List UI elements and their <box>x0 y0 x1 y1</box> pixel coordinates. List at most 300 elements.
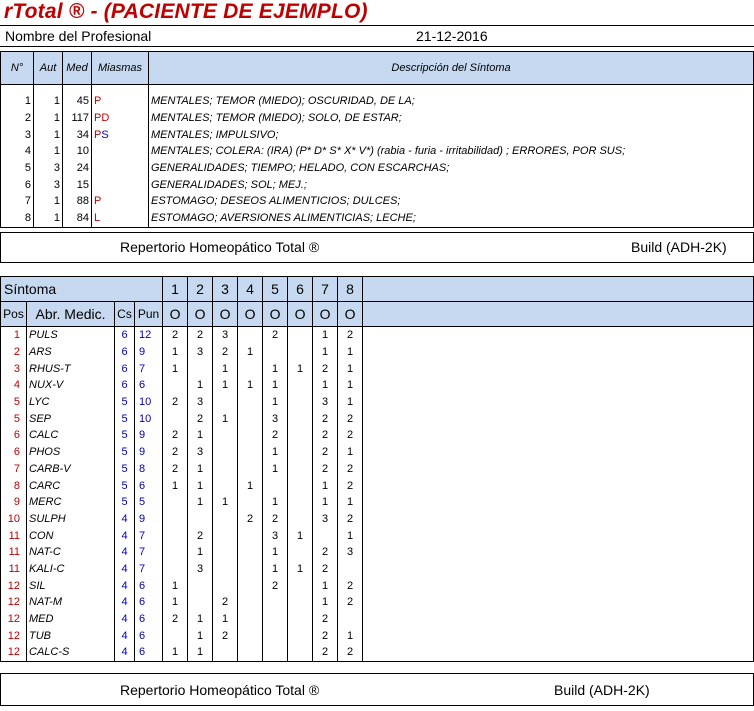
remedy-value-col-1: 2 <box>163 427 188 444</box>
remedy-value-col-6 <box>288 377 313 394</box>
remedy-value-col-8: 1 <box>338 377 363 394</box>
remedy-value-col-8: 1 <box>338 360 363 377</box>
symptom-number: 8 <box>1 210 34 227</box>
remedy-value-col-5: 2 <box>263 511 288 528</box>
remedy-value-col-5 <box>263 594 288 611</box>
remedy-value-col-2: 3 <box>188 394 213 411</box>
remedy-value-col-1: 2 <box>163 394 188 411</box>
symptom-description: ESTOMAGO; AVERSIONES ALIMENTICIAS; LECHE; <box>149 210 754 227</box>
symptom-row <box>1 143 754 160</box>
remedy-value-col-6 <box>288 427 313 444</box>
remedy-value-col-3 <box>213 461 238 478</box>
remedy-value-col-8: 2 <box>338 461 363 478</box>
remedy-pos: 11 <box>1 561 27 578</box>
remedy-value-col-2: 3 <box>188 344 213 361</box>
remedy-value-col-6 <box>288 627 313 644</box>
remedy-value-col-2: 3 <box>188 561 213 578</box>
remedy-value-col-7: 1 <box>313 577 338 594</box>
remedy-abbreviation: CARB-V <box>27 461 115 478</box>
remedy-value-col-1: 1 <box>163 577 188 594</box>
symptom-med: 34 <box>63 126 92 143</box>
remedy-value-col-4 <box>238 577 263 594</box>
remedy-blank <box>363 627 754 644</box>
symptom-col-6: 6 <box>288 277 313 302</box>
remedy-value-col-3 <box>213 577 238 594</box>
remedies-header-row-1 <box>1 277 754 302</box>
remedy-value-col-1: 1 <box>163 644 188 661</box>
remedy-abbreviation: CALC-S <box>27 644 115 661</box>
symptom-number: 3 <box>1 126 34 143</box>
mark-col-4: O <box>238 302 263 327</box>
symptom-miasmas <box>92 193 149 210</box>
remedy-value-col-1 <box>163 494 188 511</box>
remedy-value-col-3 <box>213 477 238 494</box>
remedy-abbreviation: TUB <box>27 627 115 644</box>
remedy-value-col-4 <box>238 611 263 628</box>
remedy-pos: 10 <box>1 511 27 528</box>
remedy-value-col-7: 1 <box>313 477 338 494</box>
symptom-row <box>1 85 754 110</box>
remedy-value-col-3: 3 <box>213 327 238 344</box>
remedy-value-col-5: 2 <box>263 427 288 444</box>
remedy-value-col-5: 1 <box>263 561 288 578</box>
remedy-cs: 4 <box>115 544 135 561</box>
symptom-miasmas <box>92 210 149 227</box>
remedy-pos: 12 <box>1 611 27 628</box>
remedy-cs: 6 <box>115 327 135 344</box>
header-aut: Aut <box>34 52 63 85</box>
remedy-value-col-2 <box>188 577 213 594</box>
remedy-value-col-1: 1 <box>163 594 188 611</box>
remedy-value-col-3: 2 <box>213 594 238 611</box>
remedy-value-col-8: 1 <box>338 394 363 411</box>
remedy-value-col-7: 2 <box>313 644 338 661</box>
remedy-pun: 6 <box>135 594 163 611</box>
remedy-row <box>1 561 754 578</box>
symptom-col-8: 8 <box>338 277 363 302</box>
symptom-description: ESTOMAGO; DESEOS ALIMENTICIOS; DULCES; <box>149 193 754 210</box>
remedy-value-col-8: 1 <box>338 627 363 644</box>
remedy-value-col-1: 2 <box>163 611 188 628</box>
remedy-value-col-7: 1 <box>313 327 338 344</box>
remedy-abbreviation: CALC <box>27 427 115 444</box>
remedy-value-col-6 <box>288 477 313 494</box>
remedy-blank <box>363 527 754 544</box>
symptom-med: 24 <box>63 160 92 177</box>
remedy-value-col-5 <box>263 644 288 661</box>
miasm-blue: S <box>101 128 109 141</box>
remedy-blank <box>363 427 754 444</box>
remedy-value-col-2 <box>188 511 213 528</box>
symptom-number: 7 <box>1 193 34 210</box>
remedy-value-col-6 <box>288 410 313 427</box>
remedy-cs: 5 <box>115 444 135 461</box>
remedy-value-col-8: 2 <box>338 511 363 528</box>
symptom-aut: 1 <box>34 210 63 227</box>
remedy-value-col-6 <box>288 494 313 511</box>
remedy-value-col-3 <box>213 544 238 561</box>
remedy-cs: 4 <box>115 577 135 594</box>
header-med: Med <box>63 52 92 85</box>
remedy-value-col-6 <box>288 611 313 628</box>
remedy-abbreviation: MED <box>27 611 115 628</box>
footer-repertory-label-2: Repertorio Homeopático Total ® <box>120 682 320 698</box>
remedy-row <box>1 544 754 561</box>
remedy-pun: 9 <box>135 344 163 361</box>
remedy-value-col-2: 2 <box>188 327 213 344</box>
remedy-cs: 5 <box>115 427 135 444</box>
remedy-row <box>1 410 754 427</box>
remedy-value-col-4: 2 <box>238 511 263 528</box>
remedy-value-col-6: 1 <box>288 561 313 578</box>
remedy-value-col-5: 2 <box>263 577 288 594</box>
remedy-value-col-2: 2 <box>188 527 213 544</box>
symptom-aut: 1 <box>34 85 63 110</box>
remedy-value-col-2: 1 <box>188 627 213 644</box>
remedy-value-col-6 <box>288 327 313 344</box>
remedy-value-col-2: 1 <box>188 494 213 511</box>
miasm-red: PD <box>94 112 110 125</box>
symptom-med: 10 <box>63 143 92 160</box>
miasm-red: P <box>94 95 102 108</box>
remedy-blank <box>363 611 754 628</box>
remedy-value-col-2: 3 <box>188 444 213 461</box>
header-description: Descripción del Síntoma <box>149 52 754 85</box>
remedy-value-col-1: 2 <box>163 444 188 461</box>
remedy-value-col-5 <box>263 477 288 494</box>
remedy-row <box>1 461 754 478</box>
remedy-value-col-7: 1 <box>313 377 338 394</box>
remedy-value-col-4 <box>238 394 263 411</box>
symptom-col-1: 1 <box>163 277 188 302</box>
remedy-pos: 7 <box>1 461 27 478</box>
remedy-cs: 6 <box>115 344 135 361</box>
symptom-miasmas <box>92 126 149 143</box>
remedy-value-col-8: 2 <box>338 477 363 494</box>
remedy-row <box>1 611 754 628</box>
remedy-row <box>1 360 754 377</box>
remedy-cs: 5 <box>115 410 135 427</box>
remedy-value-col-5: 1 <box>263 444 288 461</box>
remedy-blank <box>363 360 754 377</box>
remedy-cs: 5 <box>115 394 135 411</box>
symptom-number: 2 <box>1 110 34 127</box>
remedy-value-col-1 <box>163 377 188 394</box>
remedy-abbreviation: ARS <box>27 344 115 361</box>
symptom-description: MENTALES; TEMOR (MIEDO); SOLO, DE ESTAR; <box>149 110 754 127</box>
header-miasmas: Miasmas <box>92 52 149 85</box>
remedy-value-col-4: 1 <box>238 377 263 394</box>
remedy-value-col-7: 2 <box>313 611 338 628</box>
remedy-row <box>1 511 754 528</box>
remedy-value-col-4 <box>238 594 263 611</box>
remedy-pos: 5 <box>1 410 27 427</box>
remedy-pos: 4 <box>1 377 27 394</box>
symptom-col-5: 5 <box>263 277 288 302</box>
symptom-miasmas <box>92 160 149 177</box>
remedy-value-col-4 <box>238 561 263 578</box>
remedy-value-col-3 <box>213 444 238 461</box>
remedy-abbreviation: SIL <box>27 577 115 594</box>
remedy-value-col-2: 1 <box>188 377 213 394</box>
remedy-pos: 11 <box>1 544 27 561</box>
remedy-value-col-7 <box>313 527 338 544</box>
symptom-row <box>1 193 754 210</box>
symptom-miasmas <box>92 85 149 110</box>
remedy-value-col-6 <box>288 344 313 361</box>
remedy-row <box>1 527 754 544</box>
remedy-value-col-5 <box>263 611 288 628</box>
symptom-description: MENTALES; TEMOR (MIEDO); OSCURIDAD, DE LA; <box>149 85 754 110</box>
remedy-blank <box>363 494 754 511</box>
remedy-value-col-6: 1 <box>288 527 313 544</box>
remedy-value-col-1 <box>163 527 188 544</box>
remedy-value-col-6 <box>288 577 313 594</box>
remedy-pos: 12 <box>1 644 27 661</box>
remedy-abbreviation: PULS <box>27 327 115 344</box>
remedy-pos: 12 <box>1 577 27 594</box>
remedy-row <box>1 427 754 444</box>
remedy-value-col-2: 1 <box>188 427 213 444</box>
symptom-col-3: 3 <box>213 277 238 302</box>
remedy-value-col-4: 1 <box>238 344 263 361</box>
remedy-value-col-1: 1 <box>163 360 188 377</box>
remedy-value-col-5: 1 <box>263 461 288 478</box>
remedy-pun: 6 <box>135 627 163 644</box>
remedy-value-col-7: 3 <box>313 511 338 528</box>
header-pun: Pun <box>135 302 163 327</box>
remedy-pos: 8 <box>1 477 27 494</box>
remedy-pun: 10 <box>135 394 163 411</box>
remedy-value-col-4 <box>238 494 263 511</box>
remedy-abbreviation: MERC <box>27 494 115 511</box>
symptom-aut: 1 <box>34 143 63 160</box>
remedy-value-col-7: 1 <box>313 344 338 361</box>
remedy-row <box>1 594 754 611</box>
header-n: N° <box>1 52 34 85</box>
remedies-header-row-2 <box>1 302 754 327</box>
remedy-value-col-8: 1 <box>338 444 363 461</box>
remedy-cs: 4 <box>115 611 135 628</box>
remedy-value-col-6 <box>288 444 313 461</box>
symptom-aut: 3 <box>34 176 63 193</box>
remedy-abbreviation: CON <box>27 527 115 544</box>
remedy-value-col-7: 2 <box>313 360 338 377</box>
remedy-blank <box>363 594 754 611</box>
remedy-row <box>1 644 754 661</box>
remedy-value-col-5: 1 <box>263 494 288 511</box>
remedy-value-col-5: 1 <box>263 544 288 561</box>
symptom-number: 6 <box>1 176 34 193</box>
remedy-pun: 6 <box>135 577 163 594</box>
mark-col-5: O <box>263 302 288 327</box>
remedy-value-col-4 <box>238 644 263 661</box>
remedy-pos: 9 <box>1 494 27 511</box>
remedy-row <box>1 327 754 344</box>
symptom-med: 45 <box>63 85 92 110</box>
remedy-value-col-2: 1 <box>188 461 213 478</box>
remedy-value-col-5: 3 <box>263 410 288 427</box>
remedy-pos: 11 <box>1 527 27 544</box>
remedy-row <box>1 377 754 394</box>
remedy-pos: 6 <box>1 427 27 444</box>
remedy-value-col-3: 1 <box>213 611 238 628</box>
header-blank <box>363 277 754 302</box>
remedy-pun: 7 <box>135 544 163 561</box>
remedy-blank <box>363 461 754 478</box>
remedy-value-col-3 <box>213 644 238 661</box>
report-subheader <box>0 25 754 47</box>
remedy-pos: 2 <box>1 344 27 361</box>
remedy-value-col-1: 1 <box>163 344 188 361</box>
remedy-pun: 7 <box>135 561 163 578</box>
header-sintoma: Síntoma <box>1 277 163 302</box>
remedy-abbreviation: RHUS-T <box>27 360 115 377</box>
symptoms-header-row <box>1 52 754 85</box>
symptoms-table <box>0 51 754 228</box>
remedy-pos: 12 <box>1 594 27 611</box>
footer-build-label-2: Build (ADH-2K) <box>554 682 650 698</box>
symptom-description: MENTALES; COLERA: (IRA) (P* D* S* X* V*) (rabia - furia - irritabilidad) ; ERRORES, POR SUS; <box>149 143 754 160</box>
remedy-cs: 4 <box>115 594 135 611</box>
remedy-value-col-1 <box>163 410 188 427</box>
remedy-value-col-1: 2 <box>163 461 188 478</box>
remedy-cs: 4 <box>115 627 135 644</box>
remedy-abbreviation: PHOS <box>27 444 115 461</box>
remedy-pos: 5 <box>1 394 27 411</box>
remedy-pos: 12 <box>1 627 27 644</box>
remedy-row <box>1 577 754 594</box>
remedies-table <box>0 276 754 662</box>
remedy-cs: 5 <box>115 461 135 478</box>
remedy-value-col-3: 1 <box>213 360 238 377</box>
remedy-pun: 6 <box>135 377 163 394</box>
remedy-value-col-8: 2 <box>338 594 363 611</box>
report-title: rTotal ® - (PACIENTE DE EJEMPLO) <box>4 0 368 23</box>
symptom-miasmas <box>92 143 149 160</box>
symptom-med: 117 <box>63 110 92 127</box>
remedy-blank <box>363 577 754 594</box>
remedy-blank <box>363 410 754 427</box>
remedy-value-col-8: 1 <box>338 344 363 361</box>
remedy-value-col-6 <box>288 544 313 561</box>
remedy-value-col-3 <box>213 561 238 578</box>
remedy-pun: 6 <box>135 644 163 661</box>
symptom-number: 1 <box>1 85 34 110</box>
remedy-value-col-2: 1 <box>188 611 213 628</box>
remedy-abbreviation: NUX-V <box>27 377 115 394</box>
remedy-abbreviation: NAT-M <box>27 594 115 611</box>
remedy-row <box>1 494 754 511</box>
symptom-description: GENERALIDADES; SOL; MEJ.; <box>149 176 754 193</box>
remedy-value-col-2: 1 <box>188 477 213 494</box>
symptom-aut: 1 <box>34 193 63 210</box>
remedy-value-col-2: 1 <box>188 544 213 561</box>
remedy-value-col-5 <box>263 627 288 644</box>
remedy-value-col-7: 2 <box>313 544 338 561</box>
remedy-pun: 7 <box>135 360 163 377</box>
symptom-aut: 1 <box>34 126 63 143</box>
symptom-med: 15 <box>63 176 92 193</box>
mark-col-1: O <box>163 302 188 327</box>
remedy-value-col-7: 2 <box>313 444 338 461</box>
symptom-med: 88 <box>63 193 92 210</box>
remedy-value-col-3: 2 <box>213 344 238 361</box>
remedy-pun: 7 <box>135 527 163 544</box>
remedy-cs: 4 <box>115 561 135 578</box>
symptom-miasmas <box>92 110 149 127</box>
remedy-value-col-4 <box>238 327 263 344</box>
symptom-row <box>1 210 754 227</box>
remedy-pun: 5 <box>135 494 163 511</box>
remedy-value-col-7: 2 <box>313 561 338 578</box>
remedy-value-col-4 <box>238 444 263 461</box>
remedy-value-col-3: 1 <box>213 494 238 511</box>
remedy-value-col-3: 2 <box>213 627 238 644</box>
symptom-aut: 3 <box>34 160 63 177</box>
remedy-row <box>1 477 754 494</box>
remedy-value-col-3 <box>213 427 238 444</box>
professional-name-label: Nombre del Profesional <box>5 28 152 44</box>
remedy-value-col-2: 2 <box>188 410 213 427</box>
remedy-value-col-7: 2 <box>313 427 338 444</box>
symptom-row <box>1 126 754 143</box>
remedy-value-col-8: 1 <box>338 527 363 544</box>
remedy-value-col-7: 2 <box>313 627 338 644</box>
remedy-value-col-5: 1 <box>263 394 288 411</box>
remedy-cs: 6 <box>115 377 135 394</box>
remedy-value-col-5: 3 <box>263 527 288 544</box>
symptom-description: MENTALES; IMPULSIVO; <box>149 126 754 143</box>
remedy-value-col-6 <box>288 394 313 411</box>
remedy-abbreviation: SULPH <box>27 511 115 528</box>
header-blank-2 <box>363 302 754 327</box>
symptom-col-4: 4 <box>238 277 263 302</box>
remedy-value-col-1 <box>163 544 188 561</box>
symptom-number: 5 <box>1 160 34 177</box>
remedy-value-col-7: 2 <box>313 461 338 478</box>
remedy-value-col-6 <box>288 461 313 478</box>
remedy-pun: 9 <box>135 511 163 528</box>
remedy-value-col-8: 3 <box>338 544 363 561</box>
remedy-value-col-6: 1 <box>288 360 313 377</box>
remedy-value-col-3 <box>213 527 238 544</box>
remedy-row <box>1 344 754 361</box>
mark-col-7: O <box>313 302 338 327</box>
miasm-red: P <box>94 128 102 141</box>
remedy-value-col-6 <box>288 511 313 528</box>
remedy-row <box>1 394 754 411</box>
header-pos: Pos <box>1 302 27 327</box>
remedy-value-col-5: 1 <box>263 360 288 377</box>
remedy-value-col-7: 2 <box>313 410 338 427</box>
footer-top <box>0 232 754 263</box>
remedy-value-col-1 <box>163 627 188 644</box>
remedy-value-col-8: 2 <box>338 327 363 344</box>
remedy-value-col-4 <box>238 627 263 644</box>
symptom-aut: 1 <box>34 110 63 127</box>
footer-build-label: Build (ADH-2K) <box>631 239 727 255</box>
remedy-value-col-7: 3 <box>313 394 338 411</box>
remedy-value-col-4 <box>238 544 263 561</box>
remedy-value-col-2 <box>188 594 213 611</box>
symptom-description: GENERALIDADES; TIEMPO; HELADO, CON ESCARCHAS; <box>149 160 754 177</box>
header-abr: Abr. Medic. <box>27 302 115 327</box>
remedy-blank <box>363 394 754 411</box>
remedy-value-col-8: 2 <box>338 427 363 444</box>
remedy-cs: 5 <box>115 477 135 494</box>
remedy-value-col-7: 1 <box>313 494 338 511</box>
